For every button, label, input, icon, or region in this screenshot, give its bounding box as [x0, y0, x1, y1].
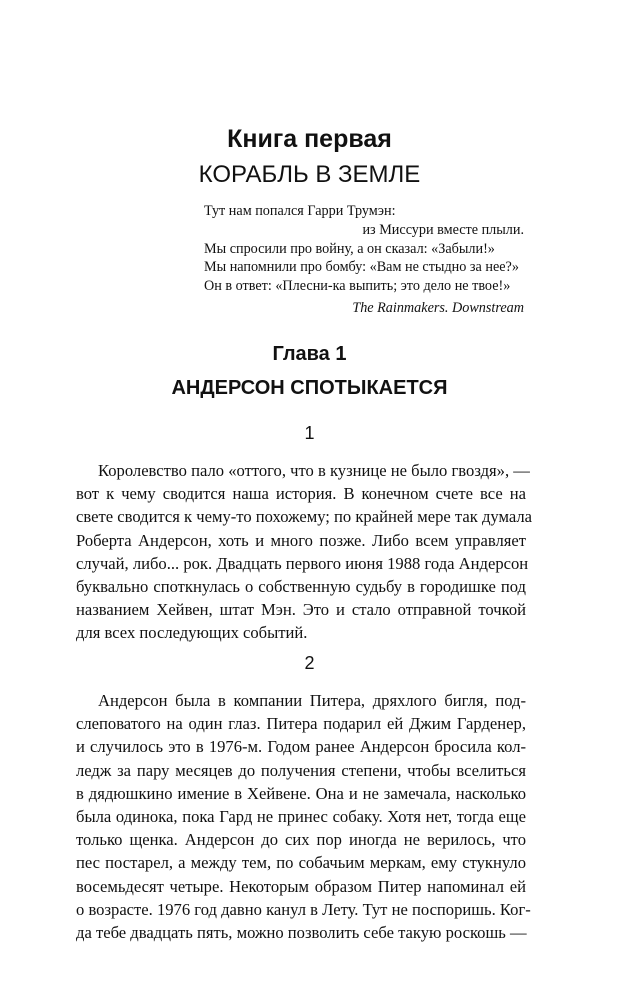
paragraph-line: Андерсон была в компании Питера, дряхлого бигля, под-: [98, 691, 526, 710]
paragraph-line: ледж за пару месяцев до получения степени, чтобы вселиться: [76, 760, 526, 780]
paragraph-line: Роберта Андерсон, хоть и много позже. Либо всем управляет: [76, 530, 526, 550]
book-part-title: Книга первая: [227, 125, 392, 153]
epigraph-line: Мы напомнили про бомбу: «Вам не стыдно за нее?»: [204, 259, 519, 276]
section-number: 2: [304, 653, 315, 673]
chapter-number: Глава 1: [272, 343, 347, 365]
paragraph-line: буквально споткнулась о собственную судьбу в городишке под: [76, 577, 526, 597]
section-number: 1: [304, 423, 315, 443]
paragraph-line: Королевство пало «оттого, что в кузнице не было гвоздя», —: [98, 461, 530, 480]
epigraph-line: из Миссури вместе плыли.: [362, 221, 524, 238]
book-part-subtitle: КОРАБЛЬ В ЗЕМЛЕ: [198, 161, 421, 188]
paragraph-line: о возрасте. 1976 год давно канул в Лету. Тут не поспоришь. Ког-: [76, 899, 531, 919]
chapter-title: АНДЕРСОН СПОТЫКАЕТСЯ: [171, 377, 448, 399]
paragraph-line: названием Хейвен, штат Мэн. Это и стало отправной точкой: [76, 600, 526, 620]
paragraph-line: была одинока, пока Гард не принес собаку. Хотя нет, тогда еще: [76, 807, 526, 827]
epigraph: [204, 202, 524, 318]
paragraph-line: только щенка. Андерсон до сих пор иногда не верилось, что: [76, 830, 526, 850]
epigraph-line: Тут нам попался Гарри Трумэн:: [204, 203, 396, 219]
epigraph-source: The Rainmakers. Downstream: [352, 299, 524, 316]
paragraph-line: в дядюшкино имение в Хейвене. Она и не замечала, насколько: [76, 783, 526, 803]
paragraph-line: слеповатого на один глаз. Питера подарил ей Джим Гарденер,: [76, 714, 526, 734]
paragraph-line: для всех последующих событий.: [76, 623, 308, 643]
paragraph-line: и случилось это в 1976-м. Годом ранее Андерсон бросила кол-: [76, 737, 526, 757]
paragraph-line: случай, либо... рок. Двадцать первого июня 1988 года Андерсон: [76, 553, 529, 573]
section-paragraph: [76, 459, 533, 645]
paragraph-line: свете сводится к чему-то похожему; по крайней мере так думала: [76, 507, 533, 527]
epigraph-line: Он в ответ: «Плесни-ка выпить; это дело не твое!»: [204, 278, 511, 295]
paragraph-line: вот к чему сводится наша история. В конечном счете все на: [76, 484, 526, 504]
paragraph-line: да тебе двадцать пять, можно позволить себе такую роскошь —: [76, 923, 527, 943]
paragraph-line: пес постарел, а между тем, по собачьим меркам, ему стукнуло: [76, 853, 526, 873]
paragraph-line: восемьдесят четыре. Некоторым образом Питер напоминал ей: [76, 876, 526, 896]
epigraph-line: Мы спросили про войну, а он сказал: «Забыли!»: [204, 240, 495, 257]
section-paragraph: [76, 689, 531, 944]
